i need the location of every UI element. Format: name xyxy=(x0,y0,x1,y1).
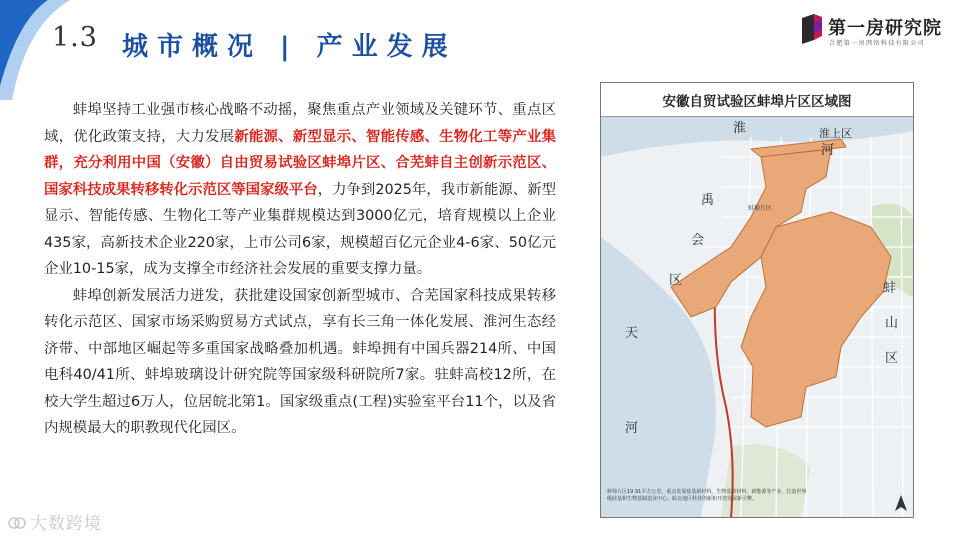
map-label-he: 河 xyxy=(821,143,835,158)
logo xyxy=(800,14,952,48)
map-label-he-tian: 河 xyxy=(625,421,639,436)
logo-name: 第一房研究院 xyxy=(828,18,942,39)
paragraph-industry-highlight: 新能源、新型显示、智能传感、生物化工等产业集群，充分利用中国（安徽）自由贸易试验区蚌埠片区、合芜蚌自主创新示范区、国家科技成果转移转化示范区等国家级平台 xyxy=(44,128,556,198)
map-label-huai: 淮 xyxy=(733,121,747,136)
watermark-logo-icon xyxy=(8,516,26,530)
logo-subtitle: 合肥第一房网络科技有限公司 xyxy=(829,40,926,47)
watermark xyxy=(8,509,102,534)
north-arrow-icon xyxy=(895,495,907,511)
map-note: 蚌埠片区19.91平方公里，重点发展硅基新材料、生物基新材料、新能源等产业，打造世界级硅基和生物基制造业中心、皖北地区科技创新和开放发展新引擎。 xyxy=(607,489,807,502)
map-title-bar xyxy=(601,83,913,117)
zone-map xyxy=(600,82,914,518)
map-graphic xyxy=(601,117,913,517)
paragraph-industry-lead: 蚌埠坚持工业强市核心战略不动摇，聚焦重点产业领域及关键环节、重点区域，优化政策支持，大力发展 xyxy=(44,102,556,145)
body-text xyxy=(44,97,556,442)
logo-mark-icon xyxy=(800,14,824,44)
paragraph-industry xyxy=(44,97,556,283)
paragraph-innovation: 蚌埠创新发展活力迸发，获批建设国家创新型城市、合芜国家科技成果转移转化示范区、国家市场采购贸易方式试点，享有长三角一体化发展、淮河生态经济带、中部地区崛起等多重国家战略叠加机遇。蚌埠拥有中国兵器214所、中国电科40/41所、蚌埠玻璃设计研究院等国家级科研院所7家。驻蚌高校12所，在校大学生超过6万人，位居皖北第1。国家级重点(工程)实验室平台11个，以及省内规模最大的职教现代化园区。 xyxy=(44,287,556,436)
map-label-yu: 禹 xyxy=(701,193,715,208)
map-label-qu-left: 区 xyxy=(669,273,683,288)
map-body xyxy=(601,117,913,517)
map-title: 安徽自贸试验区蚌埠片区区域图 xyxy=(662,94,852,110)
map-label-qu-right: 区 xyxy=(885,351,899,366)
paragraph-industry-tail: ，力争到2025年，我市新能源、新型显示、智能传感、生物化工等产业集群规模达到3000亿元，培育规模以上企业435家，高新技术企业220家，上市公司6家，规模超百亿元企业4-6家、50亿元企业10-15家，成为支撑全市经济社会发展的重要支撑力量。 xyxy=(44,181,556,277)
map-label-bang: 蚌 xyxy=(883,281,897,296)
map-label-hui: 会 xyxy=(691,233,705,248)
page-title: 城市概况 | 产业发展 xyxy=(122,32,457,62)
watermark-text: 大数跨境 xyxy=(30,514,102,534)
map-label-zone: 蚌埠片区 xyxy=(748,205,773,212)
map-label-tian: 天 xyxy=(625,326,639,341)
map-label-huaishang: 淮上区 xyxy=(819,127,852,140)
map-label-shan: 山 xyxy=(885,316,899,331)
section-number: 1.3 xyxy=(52,22,98,53)
